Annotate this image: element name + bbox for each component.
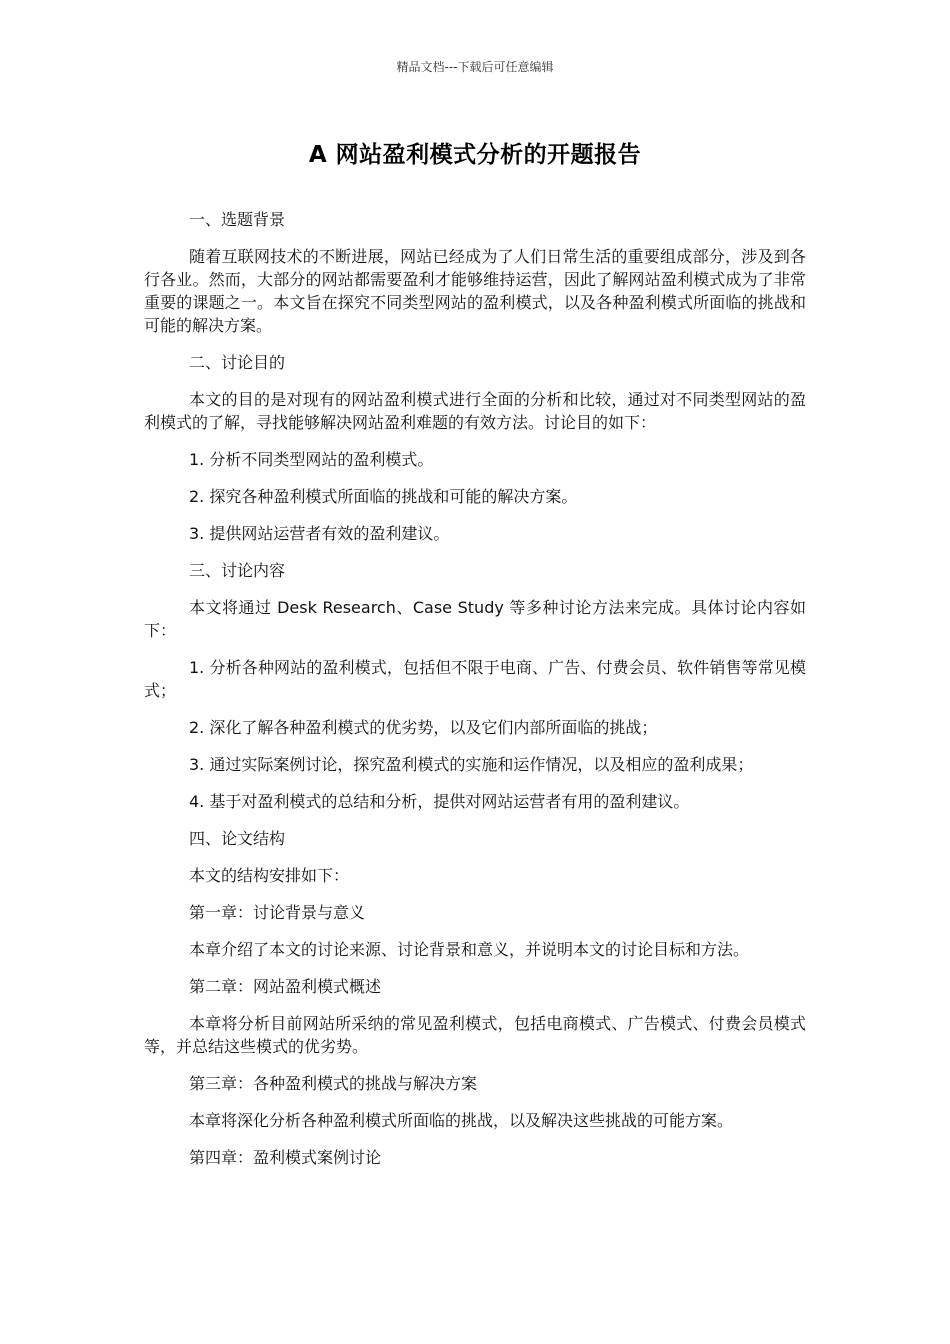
chapter-1-description: 本章介绍了本文的讨论来源、讨论背景和意义，并说明本文的讨论目标和方法。: [189, 940, 750, 959]
purpose-paragraph: 本文的目的是对现有的网站盈利模式进行全面的分析和比较，通过对不同类型网站的盈利模式的了解，寻找能够解决网站盈利难题的有效方法。讨论目的如下：: [144, 390, 806, 432]
chapter-3-description: 本章将深化分析各种盈利模式所面临的挑战，以及解决这些挑战的可能方案。: [189, 1111, 734, 1130]
document-body: [144, 208, 806, 1183]
content-paragraph: 本文将通过 Desk Research、Case Study 等多种讨论方法来完成。具体讨论内容如下：: [144, 598, 806, 640]
section-heading-purpose: 二、讨论目的: [189, 353, 286, 372]
content-item-3: 3. 通过实际案例讨论，探究盈利模式的实施和运作情况，以及相应的盈利成果；: [189, 755, 754, 774]
chapter-1-heading: 第一章：讨论背景与意义: [189, 903, 366, 922]
section-heading-content: 三、讨论内容: [189, 561, 286, 580]
structure-intro: 本文的结构安排如下：: [189, 866, 350, 885]
chapter-3-heading: 第三章：各种盈利模式的挑战与解决方案: [189, 1074, 478, 1093]
chapter-2-description: 本章将分析目前网站所采纳的常见盈利模式，包括电商模式、广告模式、付费会员模式等，并总结这些模式的优劣势。: [144, 1014, 806, 1056]
content-item-2: 2. 深化了解各种盈利模式的优劣势，以及它们内部所面临的挑战；: [189, 718, 658, 737]
section-heading-background: 一、选题背景: [189, 210, 286, 229]
content-item-4: 4. 基于对盈利模式的总结和分析，提供对网站运营者有用的盈利建议。: [189, 792, 690, 811]
document-title: A 网站盈利模式分析的开题报告: [308, 142, 642, 168]
section-heading-structure: 四、论文结构: [189, 829, 286, 848]
content-item-1: 1. 分析各种网站的盈利模式，包括但不限于电商、广告、付费会员、软件销售等常见模式；: [144, 658, 806, 700]
purpose-item-2: 2. 探究各种盈利模式所面临的挑战和可能的解决方案。: [189, 487, 578, 506]
purpose-item-3: 3. 提供网站运营者有效的盈利建议。: [189, 524, 450, 543]
header-note: 精品文档---下载后可任意编辑: [396, 60, 554, 74]
background-paragraph: 随着互联网技术的不断进展，网站已经成为了人们日常生活的重要组成部分，涉及到各行各业。然而，大部分的网站都需要盈利才能够维持运营，因此了解网站盈利模式成为了非常重要的课题之一。本文旨在探究不同类型网站的盈利模式，以及各种盈利模式所面临的挑战和可能的解决方案。: [144, 247, 806, 335]
chapter-2-heading: 第二章：网站盈利模式概述: [189, 977, 382, 996]
chapter-4-heading: 第四章：盈利模式案例讨论: [189, 1148, 382, 1167]
purpose-item-1: 1. 分析不同类型网站的盈利模式。: [189, 450, 434, 469]
